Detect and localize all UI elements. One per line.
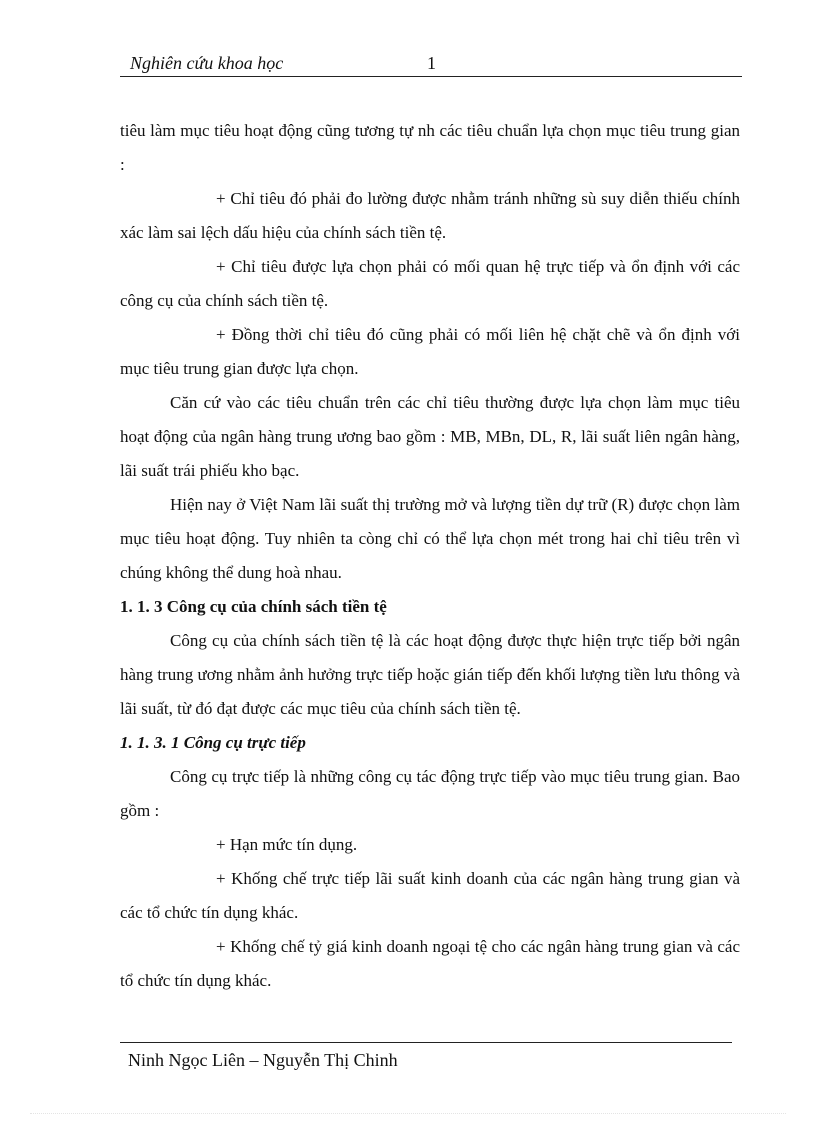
bullet-item: + Chỉ tiêu được lựa chọn phải có mối quan hệ trực tiếp và ổn định với các công cụ của chính sách tiền tệ. (120, 257, 740, 310)
footer-divider (120, 1042, 732, 1043)
page-number: 1 (427, 53, 436, 73)
bullet-item: + Khống chế tỷ giá kinh doanh ngoại tệ cho các ngân hàng trung gian và các tổ chức tín dụng khác. (120, 937, 740, 990)
bullet-item: + Đồng thời chỉ tiêu đó cũng phải có mối liên hệ chặt chẽ và ổn định với mục tiêu trung gian được lựa chọn. (120, 325, 740, 378)
page-bottom-edge (30, 1113, 786, 1114)
paragraph: Công cụ của chính sách tiền tệ là các hoạt động được thực hiện trực tiếp bởi ngân hàng trung ương nhằm ảnh hưởng trực tiếp hoặc gián tiếp đến khối lượng tiền lưu thông và lãi suất, từ đó đạt được các mục tiêu của chính sách tiền tệ. (120, 631, 740, 718)
bullet-item: + Chỉ tiêu đó phải đo lường được nhằm tránh những sù suy diễn thiếu chính xác làm sai lệch dấu hiệu của chính sách tiền tệ. (120, 189, 740, 242)
paragraph: Hiện nay ở Việt Nam lãi suất thị trường mở và lượng tiền dự trữ (R) được chọn làm mục tiêu hoạt động. Tuy nhiên ta còng chỉ có thể lựa chọn mét trong hai chỉ tiêu trên vì chúng không thể dung hoà nhau. (120, 495, 740, 582)
bullet-item: + Hạn mức tín dụng. (216, 835, 358, 854)
page-header (120, 50, 742, 77)
bullet-item: + Khống chế trực tiếp lãi suất kinh doanh của các ngân hàng trung gian và các tổ chức tín dụng khác. (120, 869, 740, 922)
paragraph: Công cụ trực tiếp là những công cụ tác động trực tiếp vào mục tiêu trung gian. Bao gồm : (120, 767, 740, 820)
paragraph: Căn cứ vào các tiêu chuẩn trên các chỉ tiêu thường được lựa chọn làm mục tiêu hoạt động của ngân hàng trung ương bao gồm : MB, MBn, DL, R, lãi suất liên ngân hàng, lãi suất trái phiếu kho bạc. (120, 393, 740, 480)
section-heading: 1. 1. 3 Công cụ của chính sách tiền tệ (120, 597, 387, 616)
document-body (120, 114, 740, 998)
subsection-heading: 1. 1. 3. 1 Công cụ trực tiếp (120, 733, 306, 752)
footer-authors: Ninh Ngọc Liên – Nguyễn Thị Chinh (128, 1050, 398, 1070)
paragraph: tiêu làm mục tiêu hoạt động cũng tương tự nh các tiêu chuẩn lựa chọn mục tiêu trung gian : (120, 121, 740, 174)
header-title: Nghiên cứu khoa học (130, 53, 284, 73)
